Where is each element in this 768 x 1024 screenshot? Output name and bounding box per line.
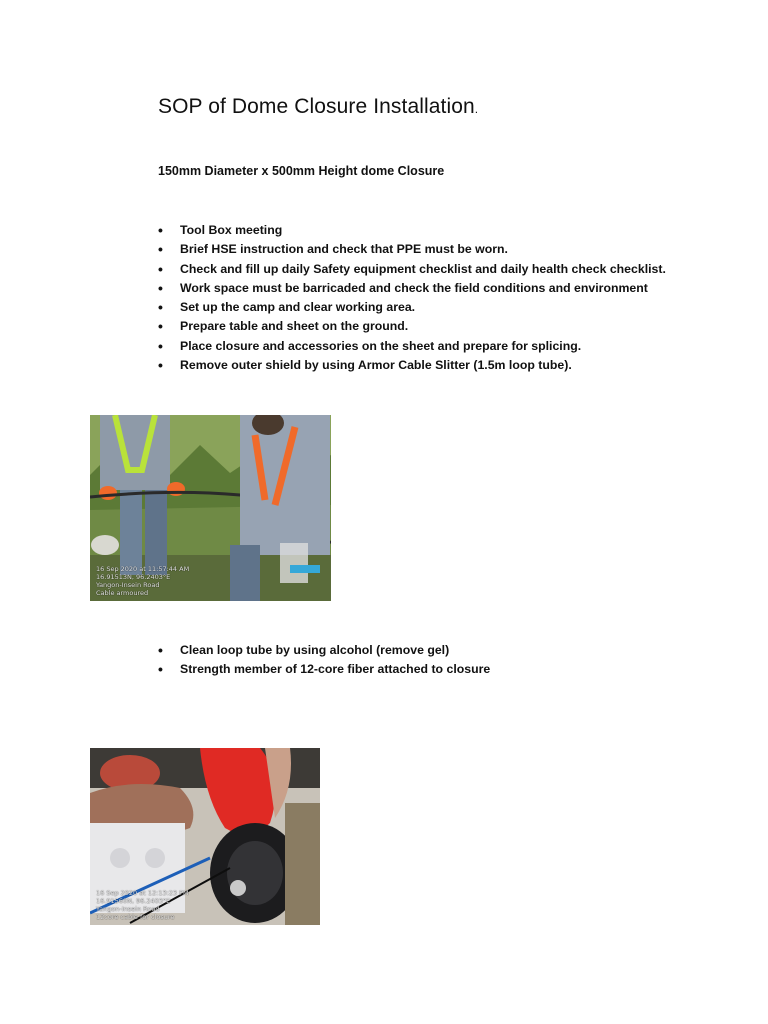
step-item: • Place closure and accessories on the sheet and prepare for splicing.: [158, 337, 666, 356]
step-item: • Strength member of 12-core fiber attached to closure: [158, 660, 490, 679]
closure-spec-subtitle: 150mm Diameter x 500mm Height dome Closure: [158, 164, 445, 178]
step-item: • Clean loop tube by using alcohol (remove gel): [158, 641, 490, 660]
step-item: • Work space must be barricaded and check the field conditions and environment: [158, 279, 666, 298]
cable-slitting-photo: [90, 415, 331, 601]
step-item: • Remove outer shield by using Armor Cable Slitter (1.5m loop tube).: [158, 356, 666, 375]
document-title: SOP of Dome Closure Installation.: [158, 95, 479, 118]
photo-timestamp-overlay: 16 Sep 2020 at 12:13:23 PM 16.91560N, 96.2403°E Yangon-Insein Road 12core cable for closure: [96, 889, 189, 921]
step-item: • Prepare table and sheet on the ground.: [158, 317, 666, 336]
closure-splicing-photo: [90, 748, 320, 925]
step-item: • Tool Box meeting: [158, 221, 666, 240]
procedure-steps-part-1: [158, 221, 666, 375]
photo-timestamp-overlay: 16 Sep 2020 at 11:57:44 AM 16.91513N, 96.2403°E Yangon-Insein Road Cable armoured: [96, 565, 190, 597]
step-item: • Brief HSE instruction and check that PPE must be worn.: [158, 240, 666, 259]
step-item: • Set up the camp and clear working area.: [158, 298, 666, 317]
step-item: • Check and fill up daily Safety equipment checklist and daily health check checklist.: [158, 260, 666, 279]
procedure-steps-part-2: [158, 641, 490, 680]
